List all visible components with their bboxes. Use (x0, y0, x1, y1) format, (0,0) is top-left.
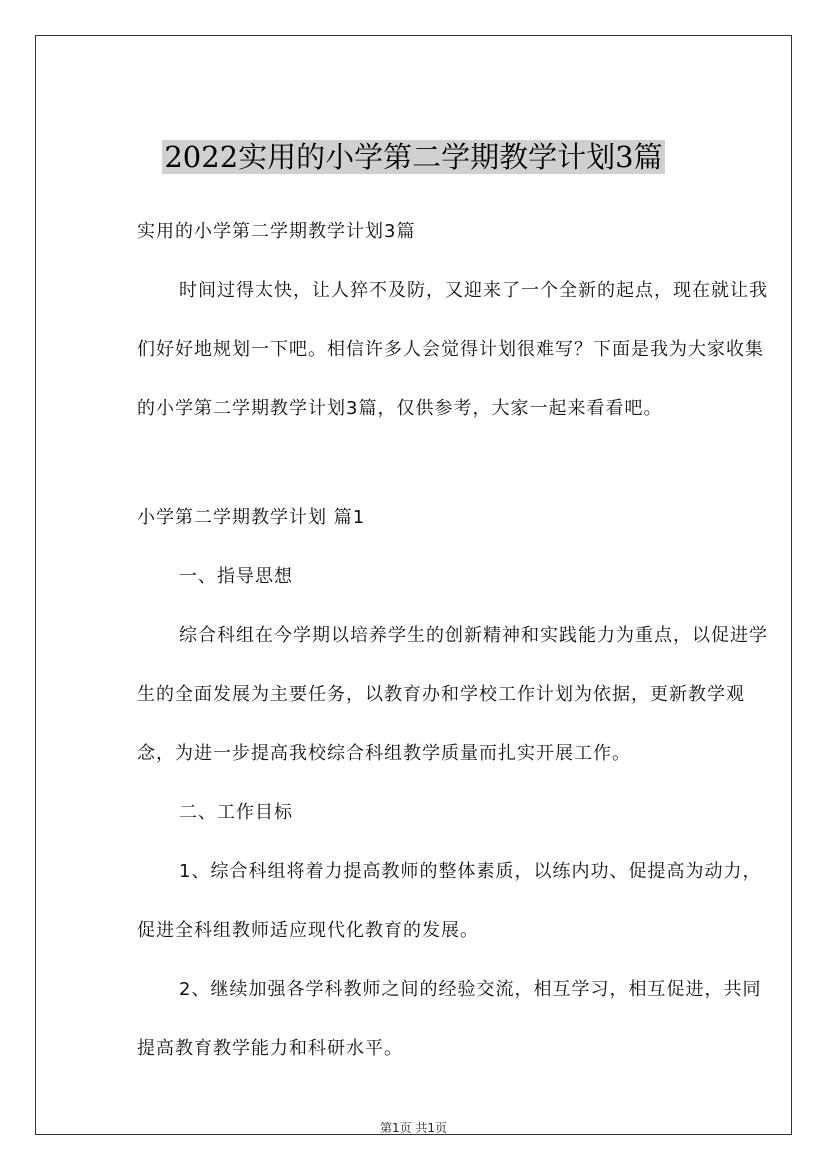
page-footer: 第1页 共1页 (379, 1121, 448, 1135)
intro-paragraph: 时间过得太快，让人猝不及防，又迎来了一个全新的起点，现在就让我们好好地规划一下吧。相信许多人会觉得计划很难写？下面是我为大家收集的小学第二学期教学计划3篇，仅供参考，大家一起来看看吧。 (137, 280, 768, 419)
document-title-text: 2022实用的小学第二学期教学计划3篇 (164, 140, 663, 174)
document-subtitle: 实用的小学第二学期教学计划3篇 (137, 221, 416, 242)
part1-paragraph: 综合科组在今学期以培养学生的创新精神和实践能力为重点，以促进学生的全面发展为主要任务，以教育办和学校工作计划为依据，更新教学观念，为进一步提高我校综合科组教学质量而扎实开展工作。 (137, 625, 768, 764)
page-frame (35, 35, 792, 1135)
document-body (137, 202, 777, 1078)
section-gap (137, 438, 777, 488)
section-heading: 小学第二学期教学计划 篇1 (137, 507, 366, 528)
goal1-paragraph: 1、综合科组将着力提高教师的整体素质，以练内功、促提高为动力，促进全科组教师适应现代化教育的发展。 (137, 861, 762, 941)
document-title (36, 136, 791, 178)
part2-heading: 二、工作目标 (179, 802, 293, 823)
part1-heading: 一、指导思想 (179, 566, 293, 587)
goal2-paragraph: 2、继续加强各学科教师之间的经验交流，相互学习，相互促进，共同提高教育教学能力和科研水平。 (137, 979, 762, 1059)
